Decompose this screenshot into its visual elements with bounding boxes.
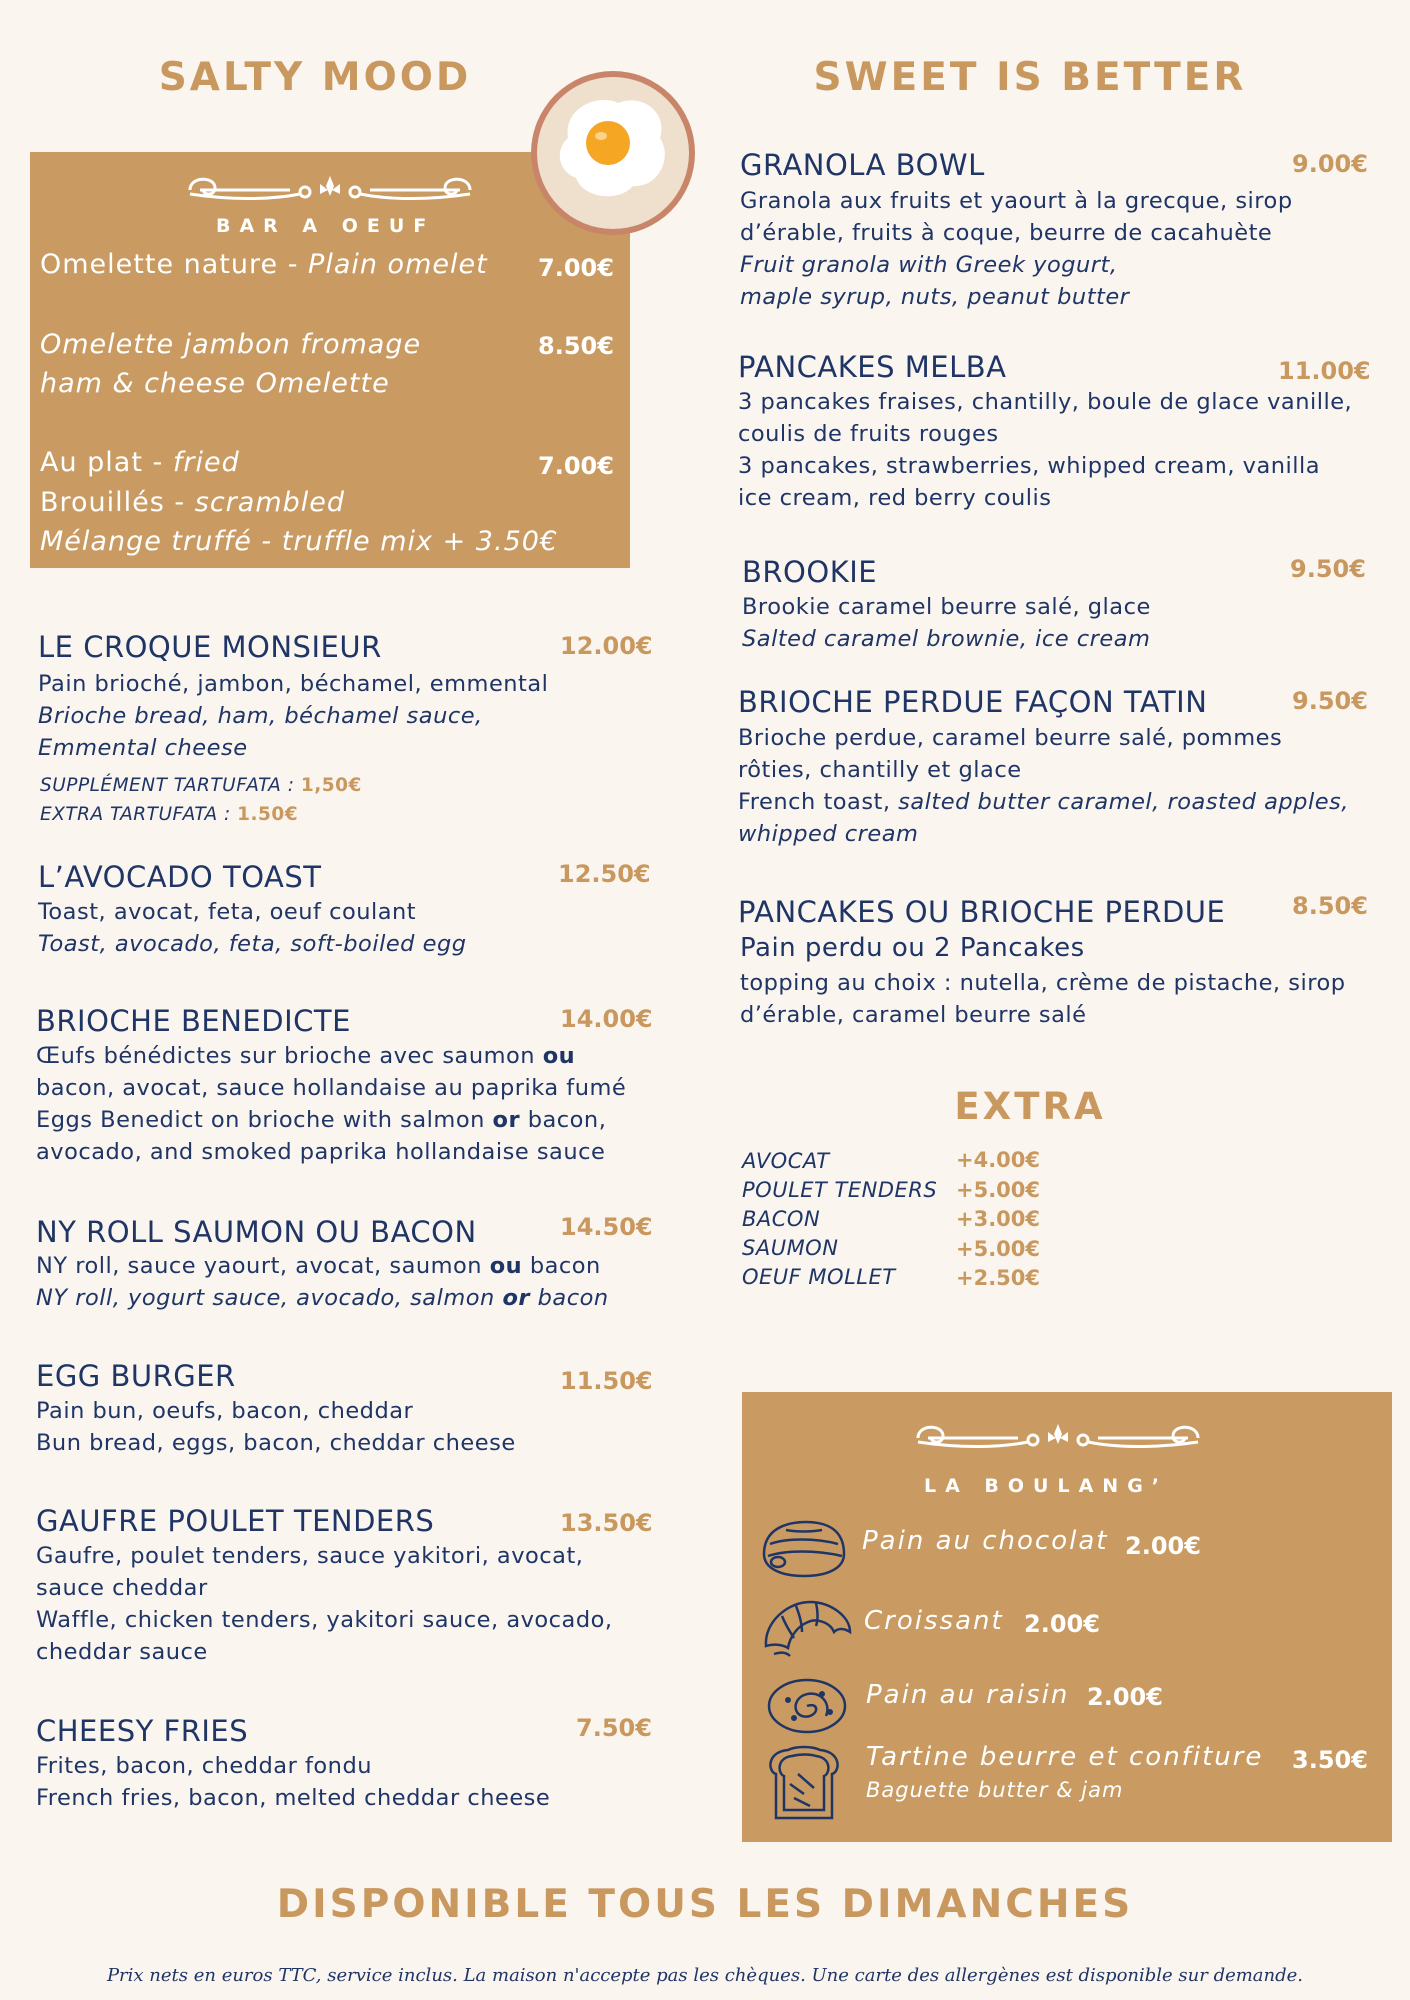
eggburger-price: 11.50€ <box>560 1367 653 1395</box>
granola-title: GRANOLA BOWL <box>740 148 985 182</box>
fried-egg-icon <box>528 68 698 238</box>
croque-price: 12.00€ <box>560 632 653 660</box>
salty-mood-heading: SALTY MOOD <box>158 55 472 100</box>
benedicte-title: BRIOCHE BENEDICTE <box>36 1004 351 1038</box>
pain-au-raisin-icon <box>762 1668 852 1740</box>
tatin-price: 9.50€ <box>1292 687 1368 715</box>
croque-desc-en-1: Brioche bread, ham, béchamel sauce, <box>38 703 483 729</box>
gaufre-desc-2: sauce cheddar <box>36 1575 208 1601</box>
la-boulang-box <box>742 1392 1392 1842</box>
croque-title: LE CROQUE MONSIEUR <box>38 630 382 664</box>
fries-desc-fr: Frites, bacon, cheddar fondu <box>36 1753 372 1779</box>
extra-avocat-price: +4.00€ <box>956 1148 1041 1172</box>
tartine-price: 3.50€ <box>1292 1746 1368 1774</box>
ornament-icon <box>170 168 490 208</box>
benedicte-price: 14.00€ <box>560 1005 653 1033</box>
pain-au-chocolat-price: 2.00€ <box>1125 1532 1201 1560</box>
granola-desc-2: d’érable, fruits à coque, beurre de cacahuète <box>740 220 1273 246</box>
omelette-nature-price: 7.00€ <box>538 254 614 282</box>
gaufre-price: 13.50€ <box>560 1509 653 1537</box>
brookie-desc-fr: Brookie caramel beurre salé, glace <box>742 594 1151 620</box>
avocado-desc-fr: Toast, avocat, feta, oeuf coulant <box>38 899 417 925</box>
melba-desc-4: ice cream, red berry coulis <box>738 485 1052 511</box>
au-plat-line: Au plat - fried <box>40 447 240 478</box>
brookie-desc-en: Salted caramel brownie, ice cream <box>742 626 1151 652</box>
benedicte-desc-3: Eggs Benedict on brioche with salmon or bacon, <box>36 1107 607 1133</box>
croissant-label: Croissant <box>864 1606 1004 1636</box>
pancakes-price: 8.50€ <box>1292 892 1368 920</box>
omelette-jambon-price: 8.50€ <box>538 332 614 360</box>
granola-desc-3: Fruit granola with Greek yogurt, <box>740 252 1118 278</box>
fries-title: CHEESY FRIES <box>36 1714 249 1748</box>
tatin-title: BRIOCHE PERDUE FAÇON TATIN <box>738 685 1208 719</box>
melba-desc-2: coulis de fruits rouges <box>738 421 999 447</box>
extra-poulet: POULET TENDERS <box>742 1178 938 1202</box>
footer-note: Prix nets en euros TTC, service inclus. La maison n'accepte pas les chèques. Une carte des allergènes est disponible sur demande. <box>106 1965 1304 1986</box>
brookie-title: BROOKIE <box>742 555 878 589</box>
melba-desc-3: 3 pancakes, strawberries, whipped cream, vanilla <box>738 453 1321 479</box>
melba-title: PANCAKES MELBA <box>738 350 1007 384</box>
benedicte-desc-4: avocado, and smoked paprika hollandaise sauce <box>36 1139 606 1165</box>
croque-desc-en-2: Emmental cheese <box>38 735 248 761</box>
gaufre-desc-3: Waffle, chicken tenders, yakitori sauce, avocado, <box>36 1607 613 1633</box>
avocado-desc-en: Toast, avocado, feta, soft-boiled egg <box>38 931 467 957</box>
pain-au-raisin-label: Pain au raisin <box>866 1680 1070 1710</box>
extra-oeuf-mollet-price: +2.50€ <box>956 1266 1041 1290</box>
pancakes-title: PANCAKES OU BRIOCHE PERDUE <box>738 895 1226 929</box>
fries-price: 7.50€ <box>576 1714 652 1742</box>
extra-poulet-price: +5.00€ <box>956 1178 1041 1202</box>
extra-oeuf-mollet: OEUF MOLLET <box>742 1265 896 1289</box>
pancakes-desc-1: topping au choix : nutella, crème de pistache, sirop <box>740 970 1346 996</box>
eggburger-title: EGG BURGER <box>36 1359 236 1393</box>
disponible-banner: DISPONIBLE TOUS LES DIMANCHES <box>276 1882 1134 1927</box>
croque-desc-fr: Pain brioché, jambon, béchamel, emmental <box>38 671 549 697</box>
tatin-desc-1: Brioche perdue, caramel beurre salé, pommes <box>738 725 1283 751</box>
granola-desc-1: Granola aux fruits et yaourt à la grecque, sirop <box>740 188 1293 214</box>
pain-au-chocolat-label: Pain au chocolat <box>862 1526 1109 1556</box>
oeufs-price: 7.00€ <box>538 452 614 480</box>
nyroll-title: NY ROLL SAUMON OU BACON <box>36 1215 477 1249</box>
eggburger-desc-fr: Pain bun, oeufs, bacon, cheddar <box>36 1398 414 1424</box>
tatin-desc-2: rôties, chantilly et glace <box>738 757 1022 783</box>
croissant-icon <box>760 1592 856 1664</box>
tatin-desc-3: French toast, salted butter caramel, roasted apples, <box>738 789 1349 815</box>
nyroll-desc-en: NY roll, yogurt sauce, avocado, salmon or bacon <box>36 1285 609 1311</box>
la-boulang-heading: LA BOULANG’ <box>924 1475 1169 1497</box>
toast-icon <box>764 1744 844 1824</box>
pancakes-desc-2: d’érable, caramel beurre salé <box>740 1002 1087 1028</box>
omelette-jambon-line2: ham & cheese Omelette <box>40 368 390 399</box>
pain-au-chocolat-icon <box>756 1514 852 1584</box>
supplement-tartufata: SUPPLÉMENT TARTUFATA : 1,50€ <box>40 775 362 796</box>
granola-desc-4: maple syrup, nuts, peanut butter <box>740 284 1130 310</box>
omelette-jambon-line1: Omelette jambon fromage <box>40 329 422 360</box>
benedicte-desc-2: bacon, avocat, sauce hollandaise au paprika fumé <box>36 1075 627 1101</box>
melange-truffe-line: Mélange truffé - truffle mix + 3.50€ <box>40 526 559 557</box>
pancakes-subtitle: Pain perdu ou 2 Pancakes <box>740 933 1085 963</box>
pain-au-raisin-price: 2.00€ <box>1087 1683 1163 1711</box>
extra-saumon: SAUMON <box>742 1236 839 1260</box>
extra-bacon: BACON <box>742 1207 821 1231</box>
melba-price: 11.00€ <box>1278 357 1371 385</box>
granola-price: 9.00€ <box>1292 150 1368 178</box>
tatin-desc-4: whipped cream <box>738 821 919 847</box>
extra-tartufata: EXTRA TARTUFATA : 1.50€ <box>40 804 299 825</box>
tartine-label: Tartine beurre et confiture <box>866 1742 1264 1772</box>
extra-heading: EXTRA <box>954 1085 1106 1128</box>
extra-avocat: AVOCAT <box>742 1149 830 1173</box>
ornament-icon <box>898 1416 1218 1456</box>
omelette-nature: Omelette nature - Plain omelet <box>40 249 488 280</box>
avocado-price: 12.50€ <box>558 860 651 888</box>
benedicte-desc-1: Œufs bénédictes sur brioche avec saumon ou <box>36 1043 576 1069</box>
bar-a-oeuf-heading: BAR A OEUF <box>216 215 436 237</box>
melba-desc-1: 3 pancakes fraises, chantilly, boule de glace vanille, <box>738 389 1353 415</box>
eggburger-desc-en: Bun bread, eggs, bacon, cheddar cheese <box>36 1430 516 1456</box>
gaufre-desc-4: cheddar sauce <box>36 1639 208 1665</box>
fries-desc-en: French fries, bacon, melted cheddar cheese <box>36 1785 551 1811</box>
sweet-is-better-heading: SWEET IS BETTER <box>813 55 1247 100</box>
brouilles-line: Brouillés - scrambled <box>40 487 346 518</box>
croissant-price: 2.00€ <box>1024 1610 1100 1638</box>
gaufre-title: GAUFRE POULET TENDERS <box>36 1504 435 1538</box>
tartine-sub: Baguette butter & jam <box>866 1778 1124 1802</box>
avocado-title: L’AVOCADO TOAST <box>38 860 322 894</box>
nyroll-price: 14.50€ <box>560 1213 653 1241</box>
gaufre-desc-1: Gaufre, poulet tenders, sauce yakitori, avocat, <box>36 1543 584 1569</box>
brookie-price: 9.50€ <box>1290 555 1366 583</box>
nyroll-desc-fr: NY roll, sauce yaourt, avocat, saumon ou bacon <box>36 1253 601 1279</box>
extra-saumon-price: +5.00€ <box>956 1237 1041 1261</box>
extra-bacon-price: +3.00€ <box>956 1207 1041 1231</box>
